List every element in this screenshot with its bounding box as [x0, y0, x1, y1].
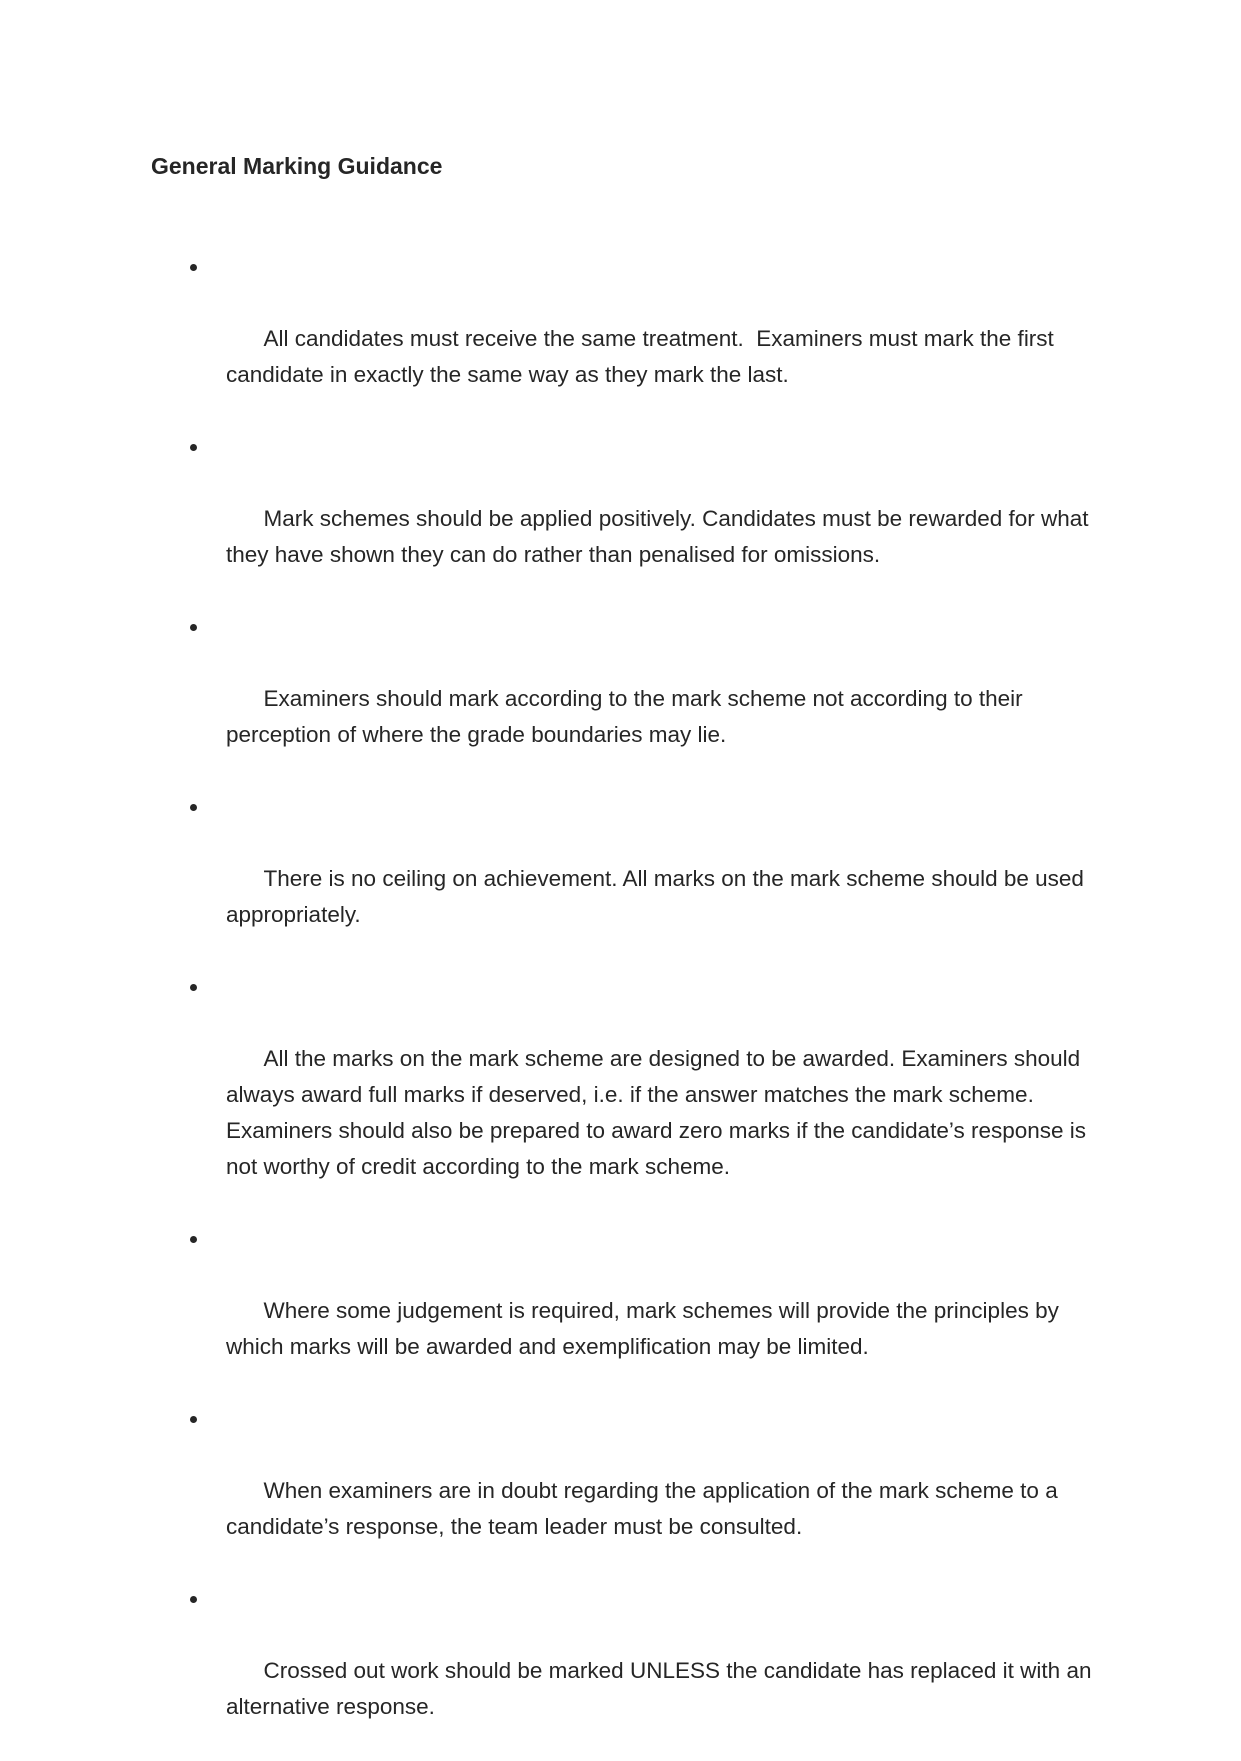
- list-item-text: All candidates must receive the same treatment. Examiners must mark the first candidate in exactly the same way as they mark the last.: [226, 326, 1061, 387]
- list-item-text: All the marks on the mark scheme are designed to be awarded. Examiners should always award full marks if deserved, i.e. if the answer matches the mark scheme. Examiners should also be prepared to award zero marks if the candidate’s response is not worthy of credit according to the mark scheme.: [226, 1046, 1093, 1179]
- list-item-text: Crossed out work should be marked UNLESS the candidate has replaced it with an alternative response.: [226, 1658, 1098, 1719]
- list-item: [190, 609, 1095, 789]
- list-item-text: When examiners are in doubt regarding the application of the mark scheme to a candidate’s response, the team leader must be consulted.: [226, 1478, 1064, 1539]
- page-heading: General Marking Guidance: [151, 153, 443, 179]
- list-item: [190, 789, 1095, 969]
- list-item: [190, 429, 1095, 609]
- bullet-icon: [190, 984, 197, 991]
- list-item: [190, 1581, 1098, 1761]
- list-item: [190, 249, 1095, 429]
- bullet-icon: [190, 1416, 197, 1423]
- bullet-icon: [190, 444, 197, 451]
- list-item-text: Mark schemes should be applied positively. Candidates must be rewarded for what they have shown they can do rather than penalised for omissions.: [226, 506, 1095, 567]
- list-item-text: There is no ceiling on achievement. All marks on the mark scheme should be used appropriately.: [226, 866, 1091, 927]
- bullet-icon: [190, 804, 197, 811]
- list-item: [190, 1221, 1095, 1401]
- list-item: [190, 1401, 1095, 1581]
- bullet-icon: [190, 1596, 197, 1603]
- list-item-text: Examiners should mark according to the mark scheme not according to their perception of where the grade boundaries may lie.: [226, 686, 1029, 747]
- bullet-icon: [190, 1236, 197, 1243]
- guidance-list: [190, 249, 1098, 1761]
- list-item-text: Where some judgement is required, mark schemes will provide the principles by which marks will be awarded and exemplification may be limited.: [226, 1298, 1066, 1359]
- list-item: [190, 969, 1095, 1221]
- bullet-icon: [190, 264, 197, 271]
- bullet-icon: [190, 624, 197, 631]
